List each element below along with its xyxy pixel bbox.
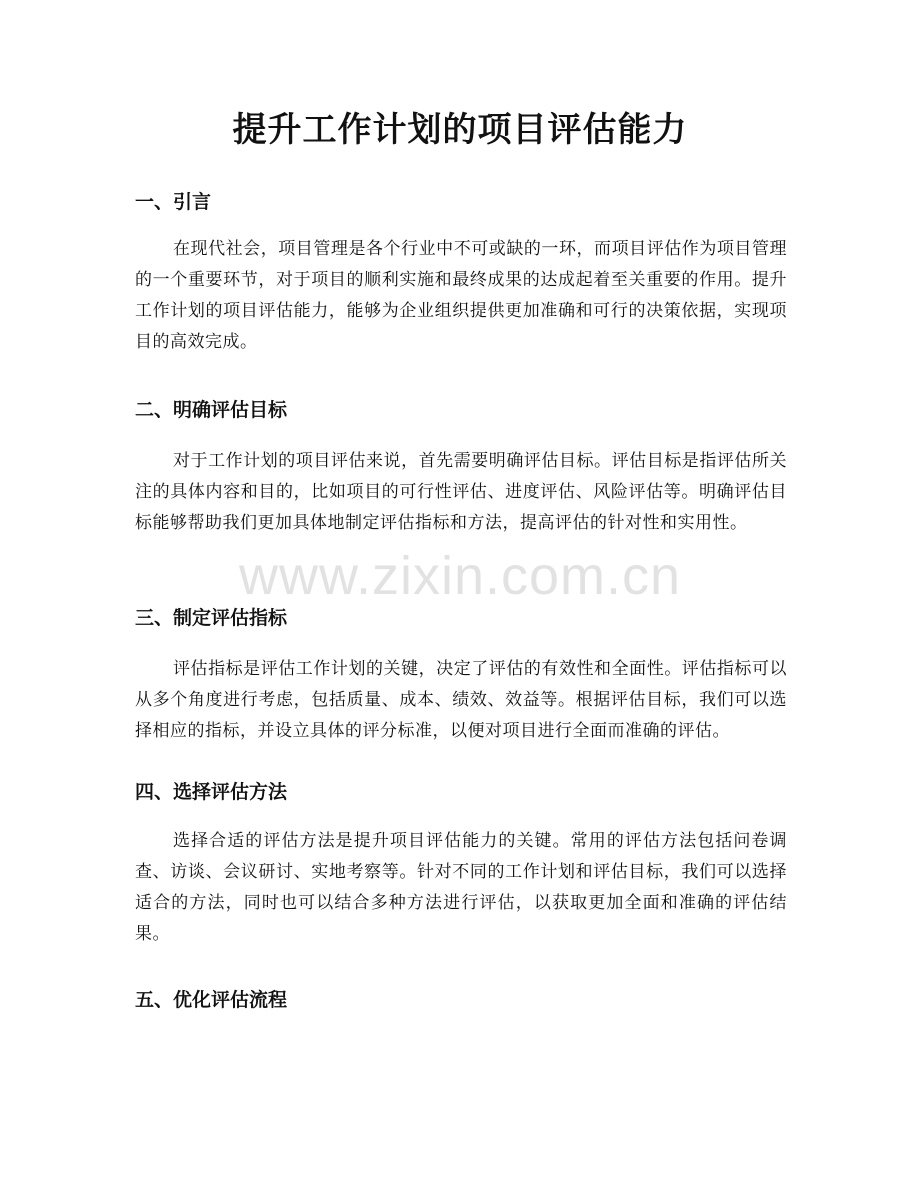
watermark: www.zixin.com.cn xyxy=(238,546,682,606)
section-heading-introduction: 一、引言 xyxy=(135,191,212,213)
section-paragraph-introduction: 在现代社会，项目管理是各个行业中不可或缺的一环，而项目评估作为项目管理的一个重要环节，对于项目的顺利实施和最终成果的达成起着至关重要的作用。提升工作计划的项目评估能力，能够为企业组织提供更加准确和可行的决策依据，实现项目的高效完成。 xyxy=(135,239,787,352)
section-heading-indicators: 三、制定评估指标 xyxy=(135,607,288,629)
section-heading-methods: 四、选择评估方法 xyxy=(135,781,288,803)
section-heading-goals: 二、明确评估目标 xyxy=(135,399,288,421)
section-paragraph-goals: 对于工作计划的项目评估来说，首先需要明确评估目标。评估目标是指评估所关注的具体内容和目的，比如项目的可行性评估、进度评估、风险评估等。明确评估目标能够帮助我们更加具体地制定评估指标和方法，提高评估的针对性和实用性。 xyxy=(135,451,787,533)
section-paragraph-methods: 选择合适的评估方法是提升项目评估能力的关键。常用的评估方法包括问卷调查、访谈、会议研讨、实地考察等。针对不同的工作计划和评估目标，我们可以选择适合的方法，同时也可以结合多种方法进行评估，以获取更加全面和准确的评估结果。 xyxy=(135,831,787,944)
section-paragraph-indicators: 评估指标是评估工作计划的关键，决定了评估的有效性和全面性。评估指标可以从多个角度进行考虑，包括质量、成本、绩效、效益等。根据评估目标，我们可以选择相应的指标，并设立具体的评分标准，以便对项目进行全面而准确的评估。 xyxy=(135,659,787,741)
document-title: 提升工作计划的项目评估能力 xyxy=(232,110,688,150)
section-heading-process: 五、优化评估流程 xyxy=(135,989,288,1011)
